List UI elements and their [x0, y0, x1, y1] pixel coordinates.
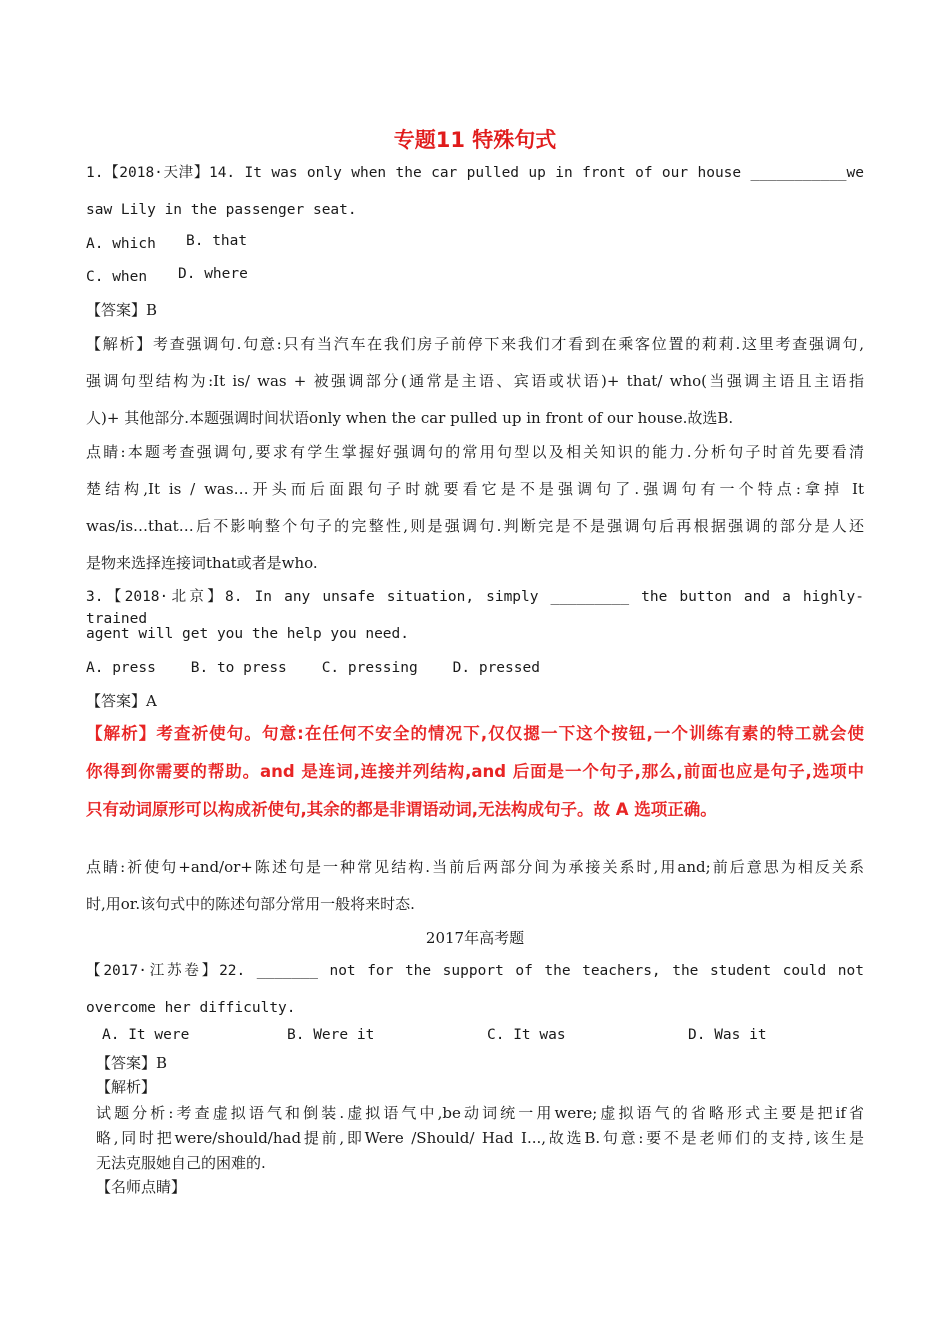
- q2017-option-a: A. It were: [102, 1027, 190, 1043]
- q3-options: A. press B. to press C. pressing D. pressed: [86, 660, 540, 676]
- q1-tip-line4: 是物来选择连接词that或者是who.: [86, 554, 318, 572]
- q1-option-c: C. when: [86, 269, 148, 285]
- q3-tip-line1: 点睛:祈使句+and/or+陈述句是一种常见结构.当前后两部分间为承接关系时,用and;前后意思为相反关系: [86, 858, 864, 876]
- q1-answer: 【答案】B: [86, 301, 158, 319]
- q2017-stem-line2: overcome her difficulty.: [86, 1000, 296, 1016]
- q3-stem-line2: agent will get you the help you need.: [86, 626, 410, 642]
- q2017-explanation-line3: 无法克服她自己的困难的.: [96, 1154, 266, 1172]
- q2017-explanation-label: 【解析】: [96, 1078, 157, 1096]
- q1-tip-line1: 点睛:本题考查强调句,要求有学生掌握好强调句的常用句型以及相关知识的能力.分析句子时首先要看清: [86, 443, 864, 461]
- q3-stem-line1: 3.【2018·北京】8. In any unsafe situation, simply _________ the button and a highly-trained: [86, 589, 864, 627]
- q2017-stem-line1: 【2017·江苏卷】22. _______ not for the support of the teachers, the student could not: [86, 963, 864, 979]
- page-title: 专题11 特殊句式: [393, 128, 557, 152]
- q3-tip-line2: 时,用or.该句式中的陈述句部分常用一般将来时态.: [86, 895, 415, 913]
- q1-stem-line2: saw Lily in the passenger seat.: [86, 202, 357, 218]
- q1-explanation-line3: 人)+ 其他部分.本题强调时间状语only when the car pulled up in front of our house.故选B.: [86, 409, 734, 427]
- q2017-option-d: D. Was it: [688, 1027, 767, 1043]
- q1-explanation-line2: 强调句型结构为:It is/ was + 被强调部分(通常是主语、宾语或状语)+ that/ who(当强调主语且主语指: [86, 372, 864, 390]
- q1-tip-line2: 楚结构,It is / was…开头而后面跟句子时就要看它是不是强调句了.强调句有一个特点:拿掉 It: [86, 480, 864, 498]
- q3-answer: 【答案】A: [86, 692, 157, 710]
- q2017-explanation-line2: 略,同时把were/should/had提前,即Were /Should/ Had I...,故选B.句意:要不是老师们的支持,该生是: [96, 1129, 864, 1147]
- q1-option-d: D. where: [178, 266, 248, 282]
- section-heading-2017: 2017年高考题: [425, 929, 525, 947]
- q3-explanation-line3: 只有动词原形可以构成祈使句,其余的都是非谓语动词,无法构成句子。故 A 选项正确。: [86, 800, 717, 819]
- q1-explanation-line1: 【解析】考查强调句.句意:只有当汽车在我们房子前停下来我们才看到在乘客位置的莉莉.这里考查强调句,: [86, 335, 864, 353]
- q1-option-a: A. which: [86, 236, 156, 252]
- q2017-explanation-line1: 试题分析:考查虚拟语气和倒装.虚拟语气中,be动词统一用were;虚拟语气的省略形式主要是把if省: [96, 1104, 864, 1122]
- q1-stem-line1: 1.【2018·天津】14. It was only when the car pulled up in front of our house ___________we: [86, 165, 864, 181]
- q2017-option-c: C. It was: [487, 1027, 566, 1043]
- q3-explanation-line1: 【解析】考查祈使句。句意:在任何不安全的情况下,仅仅摁一下这个按钮,一个训练有素的特工就会使: [86, 724, 864, 743]
- q2017-answer: 【答案】B: [96, 1054, 168, 1072]
- q3-explanation-line2: 你得到你需要的帮助。and 是连词,连接并列结构,and 后面是一个句子,那么,前面也应是句子,选项中: [86, 762, 864, 781]
- q1-tip-line3: was/is…that…后不影响整个句子的完整性,则是强调句.判断完是不是强调句后再根据强调的部分是人还: [86, 517, 864, 535]
- q2017-option-b: B. Were it: [287, 1027, 375, 1043]
- q2017-teacher-tip-label: 【名师点睛】: [96, 1178, 187, 1196]
- q1-option-b: B. that: [186, 233, 248, 249]
